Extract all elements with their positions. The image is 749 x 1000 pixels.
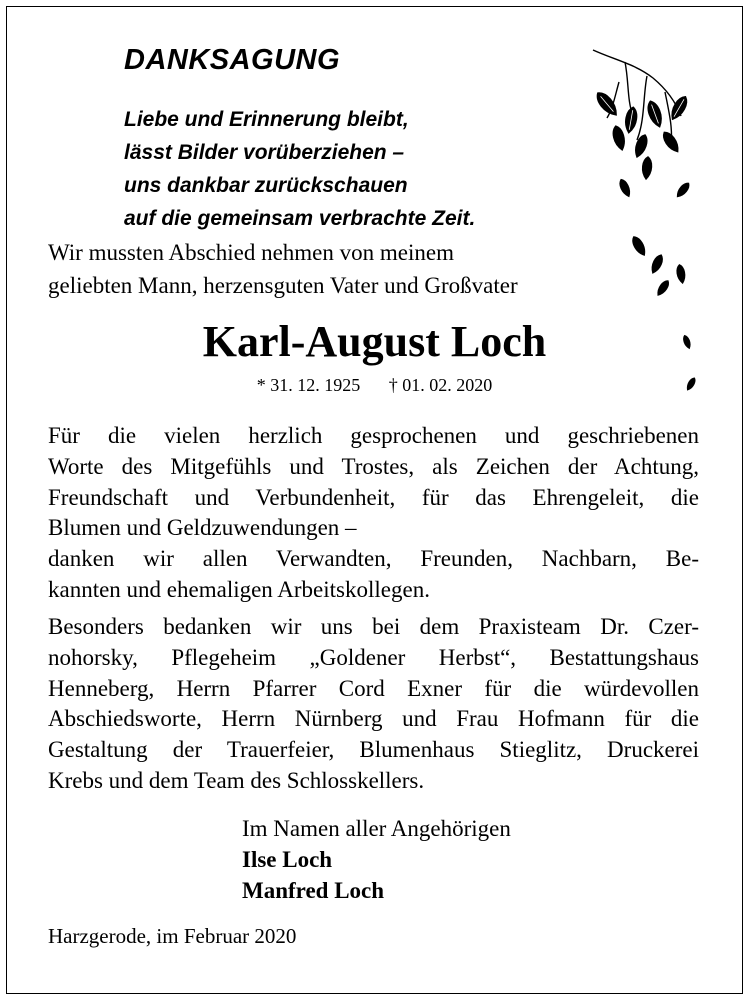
paragraph-line: Für die vielen herzlich gesprochenen und geschriebenen <box>48 423 699 448</box>
poem-line: Liebe und Erinnerung bleibt, <box>124 108 409 131</box>
paragraph-line: Freundschaft und Verbundenheit, für das Ehrengeleit, die <box>48 484 699 510</box>
paragraph-line: Worte des Mitgefühls und Trostes, als Zeichen der Achtung, <box>48 453 699 479</box>
signature-intro: Im Namen aller Angehörigen <box>242 816 511 841</box>
paragraph-line: Henneberg, Herrn Pfarrer Cord Exner für die würdevollen <box>48 675 699 701</box>
paragraph-line: Gestaltung der Trauerfeier, Blumenhaus Stieglitz, Druckerei <box>48 737 699 763</box>
signature-block <box>242 813 511 906</box>
poem-line: lässt Bilder vorüberziehen – <box>124 141 405 164</box>
paragraph-line: Blumen und Geldzuwendungen – <box>48 515 357 541</box>
place-and-date: Harzgerode, im Februar 2020 <box>48 924 297 948</box>
thanks-paragraph <box>48 421 699 606</box>
intro-line: geliebten Mann, herzensguten Vater und Großvater <box>48 272 518 298</box>
signatory-name: Ilse Loch <box>242 847 333 872</box>
birth-date: * 31. 12. 1925 <box>256 375 361 395</box>
signatory-name: Manfred Loch <box>242 878 385 903</box>
paragraph-line: Abschiedsworte, Herrn Nürnberg und Frau Hofmann für die <box>48 706 699 732</box>
paragraph-line: Krebs und dem Team des Schlosskellers. <box>48 767 425 793</box>
intro-line: Wir mussten Abschied nehmen von meinem <box>48 240 454 265</box>
paragraph-line: kannten und ehemaligen Arbeitskollegen. <box>48 576 430 602</box>
poem <box>124 103 475 235</box>
poem-line: uns dankbar zurückschauen <box>124 174 408 197</box>
poem-line: auf die gemeinsam verbrachte Zeit. <box>124 207 476 230</box>
intro-text <box>48 237 518 302</box>
special-thanks-paragraph <box>48 612 699 797</box>
deceased-name: Karl-August Loch <box>202 317 547 366</box>
paragraph-line: Besonders bedanken wir uns bei dem Praxisteam Dr. Czer- <box>48 614 699 639</box>
falling-leaves-icon <box>585 42 725 422</box>
paragraph-line: nohorsky, Pflegeheim „Goldener Herbst“, Bestattungshaus <box>48 644 699 670</box>
death-date: † 01. 02. 2020 <box>388 375 493 395</box>
paragraph-line: danken wir allen Verwandten, Freunden, Nachbarn, Be- <box>48 546 699 572</box>
notice-heading: DANKSAGUNG <box>124 44 341 76</box>
